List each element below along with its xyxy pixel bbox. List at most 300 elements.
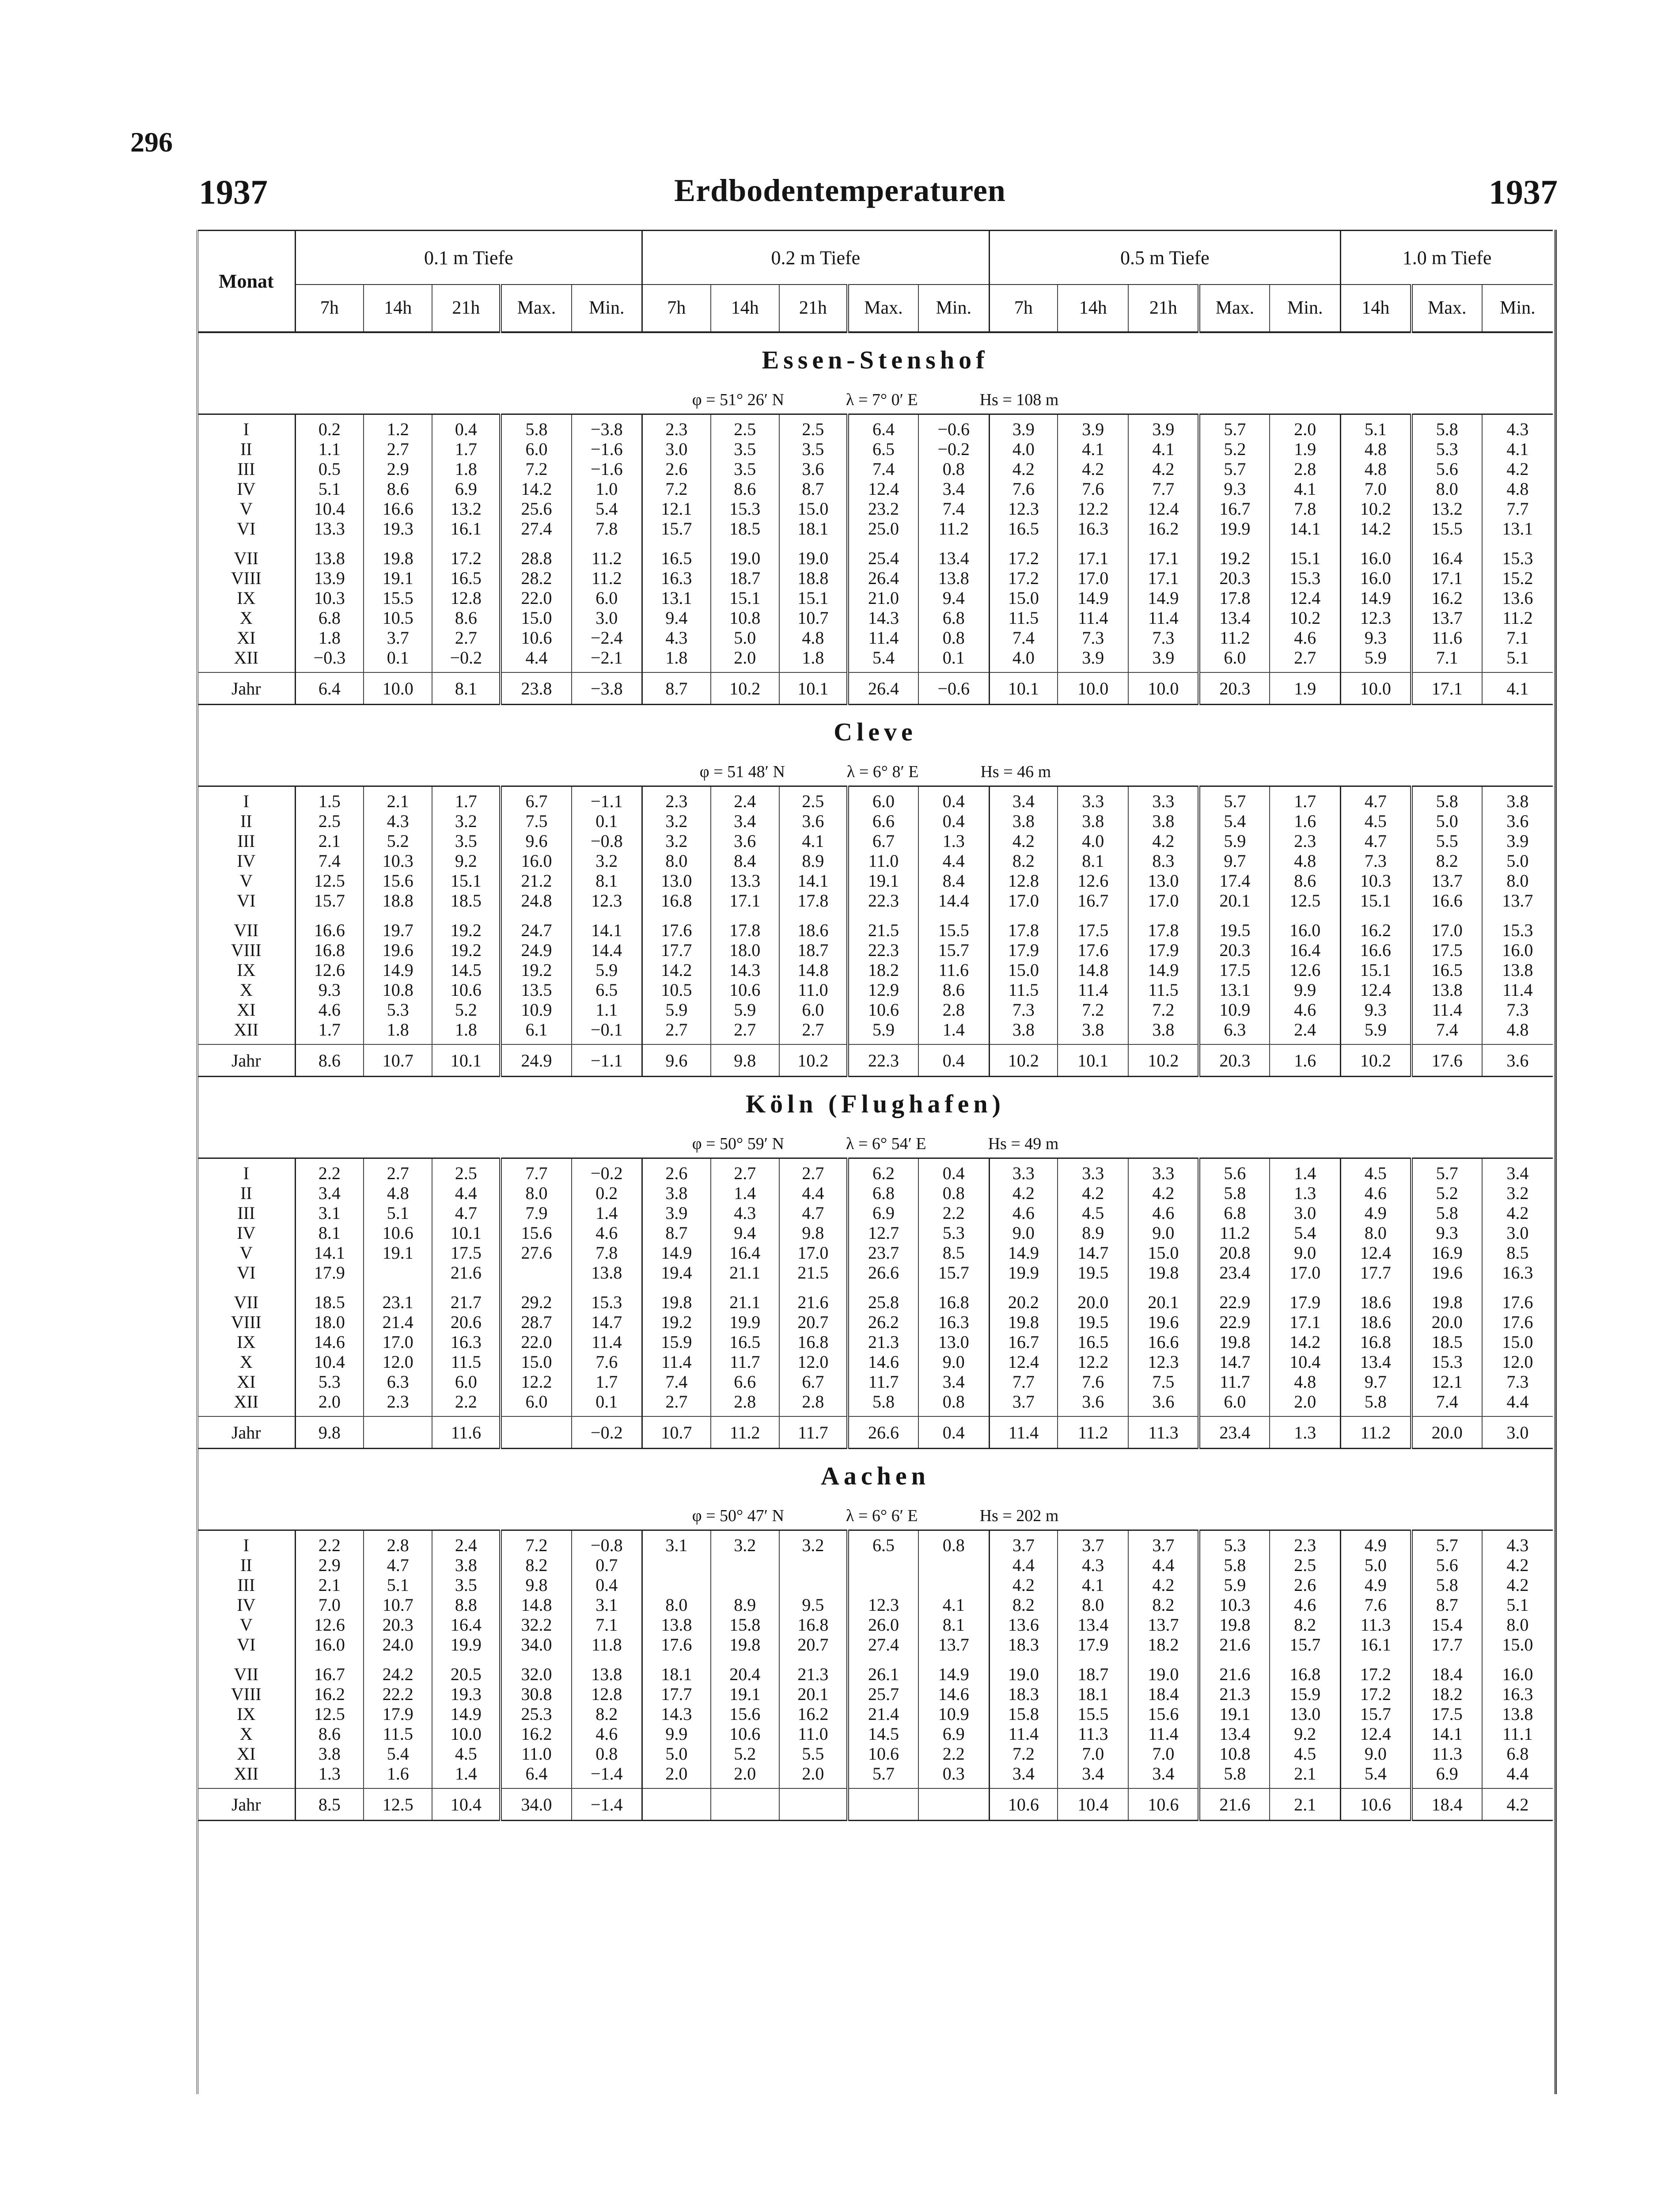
table-cell: 6.8 [848, 1183, 918, 1203]
table-cell: −2.4 [572, 628, 642, 648]
table-cell: 3.7 [1128, 1535, 1199, 1555]
table-cell: 2.7 [779, 1020, 848, 1040]
table-cell: 5.2 [711, 1744, 779, 1764]
table-cell: 8.2 [1270, 1615, 1340, 1635]
table-cell: 17.9 [1058, 1635, 1128, 1655]
table-cell: 10.3 [1341, 871, 1411, 891]
table-row [198, 940, 1553, 960]
table-cell: 6.8 [1482, 1744, 1553, 1764]
table-cell: 4.2 [989, 831, 1058, 851]
table-cell: 6.9 [918, 1724, 989, 1744]
table-cell: 9.9 [1270, 980, 1340, 1000]
table-cell: 19.8 [989, 1312, 1058, 1332]
table-cell: 2.2 [295, 1535, 364, 1555]
row-label: V [239, 499, 253, 519]
table-cell: 5.7 [848, 1764, 918, 1784]
table-cell: 10.4 [1058, 1788, 1128, 1821]
table-cell: 3.5 [779, 439, 848, 459]
table-cell: 1.8 [364, 1020, 432, 1040]
table-cell: 14.7 [1199, 1352, 1270, 1372]
table-cell: 12.4 [1341, 1724, 1411, 1744]
table-cell: 2.6 [642, 1163, 711, 1183]
table-cell: 2.3 [1270, 1535, 1340, 1555]
table-cell [711, 1575, 779, 1595]
table-cell: 17.4 [1199, 871, 1270, 891]
table-cell: 25.3 [501, 1704, 571, 1724]
table-cell: 18.5 [295, 1292, 364, 1312]
column-header: Max. [848, 285, 918, 332]
table-cell: 2.1 [1270, 1788, 1340, 1821]
table-cell: 3.8 [1058, 1020, 1128, 1040]
table-cell: 8.0 [642, 851, 711, 871]
table-cell: 12.5 [295, 1704, 364, 1724]
table-cell: 16.8 [295, 940, 364, 960]
table-cell: 4.9 [1341, 1203, 1411, 1223]
station-title: Aachen [821, 1461, 930, 1490]
table-cell: 14.1 [572, 920, 642, 940]
table-cell: 3.6 [779, 811, 848, 831]
table-cell: 10.0 [364, 672, 432, 705]
table-cell: 1.3 [918, 831, 989, 851]
table-cell: 15.5 [1411, 519, 1482, 539]
table-cell: 14.9 [364, 960, 432, 980]
table-cell: 11.4 [1411, 1000, 1482, 1020]
table-cell: 1.9 [1270, 672, 1340, 705]
table-cell: 17.8 [1128, 920, 1199, 940]
column-header: Min. [572, 285, 642, 332]
table-cell: 17.8 [711, 920, 779, 940]
table-cell: 16.2 [779, 1704, 848, 1724]
table-cell: 5.1 [364, 1203, 432, 1223]
table-row [198, 568, 1553, 588]
table-cell: 1.1 [295, 439, 364, 459]
table-cell: 4.6 [1270, 1595, 1340, 1615]
table-cell: 14.1 [295, 1243, 364, 1263]
table-cell: 18.3 [989, 1684, 1058, 1704]
row-label: III [237, 1203, 255, 1223]
table-cell: −0.2 [572, 1416, 642, 1449]
table-cell: 17.7 [1411, 1635, 1482, 1655]
table-cell: 5.2 [1411, 1183, 1482, 1203]
table-cell: 2.0 [642, 1764, 711, 1784]
table-cell: 7.3 [989, 1000, 1058, 1020]
table-cell: 19.9 [989, 1263, 1058, 1283]
row-label: XII [234, 1764, 259, 1784]
table-cell: 5.7 [1411, 1163, 1482, 1183]
table-cell: 3.8 [1128, 811, 1199, 831]
table-cell: 15.1 [1341, 960, 1411, 980]
table-cell: 5.6 [1411, 1555, 1482, 1575]
table-cell: 20.5 [432, 1664, 501, 1684]
table-cell: 11.4 [1058, 980, 1128, 1000]
table-cell: 16.0 [1341, 548, 1411, 568]
table-cell: 17.0 [364, 1332, 432, 1352]
table-cell: 11.4 [1128, 608, 1199, 628]
table-cell: 23.2 [848, 499, 918, 519]
table-cell: 3.0 [642, 439, 711, 459]
table-cell: 4.1 [1482, 672, 1553, 705]
table-row [198, 851, 1553, 871]
table-cell: 4.1 [918, 1595, 989, 1615]
row-label: IV [237, 479, 256, 499]
table-cell: 10.7 [364, 1595, 432, 1615]
table-cell: 20.3 [364, 1615, 432, 1635]
table-cell: 17.9 [1270, 1292, 1340, 1312]
table-cell: 2.4 [1270, 1020, 1340, 1040]
table-cell: 14.8 [779, 960, 848, 980]
table-cell: 19.8 [1128, 1263, 1199, 1283]
table-cell: 18.4 [1411, 1664, 1482, 1684]
table-cell: 6.4 [295, 672, 364, 705]
table-cell: 19.0 [1128, 1664, 1199, 1684]
table-cell: 9.4 [918, 588, 989, 608]
table-cell: 10.6 [848, 1744, 918, 1764]
table-cell: 17.6 [642, 920, 711, 940]
table-cell: −1.6 [572, 459, 642, 479]
table-cell: 12.5 [1270, 891, 1340, 911]
table-cell: 16.6 [295, 920, 364, 940]
table-cell: 10.6 [364, 1223, 432, 1243]
row-label: Jahr [198, 672, 295, 705]
table-cell: 3.3 [1128, 791, 1199, 811]
table-cell: 5.8 [501, 419, 571, 439]
group-header-0-2m: 0.2 m Tiefe [642, 231, 989, 285]
table-cell: 14.3 [848, 608, 918, 628]
table-cell: 5.8 [1199, 1183, 1270, 1203]
table-cell: 13.0 [1128, 871, 1199, 891]
table-cell: 7.3 [1128, 628, 1199, 648]
table-cell: 4.6 [572, 1724, 642, 1744]
table-cell: 12.5 [295, 871, 364, 891]
table-cell: 13.9 [295, 568, 364, 588]
table-cell: 18.4 [1128, 1684, 1199, 1704]
table-cell: 13.4 [1199, 1724, 1270, 1744]
table-cell: 0.8 [918, 1183, 989, 1203]
table-cell: 18.7 [711, 568, 779, 588]
table-cell: 1.7 [1270, 791, 1340, 811]
table-cell: 4.6 [989, 1203, 1058, 1223]
table-cell: 3.0 [1482, 1223, 1553, 1243]
table-cell: 20.2 [989, 1292, 1058, 1312]
table-cell: 8.9 [1058, 1223, 1128, 1243]
table-cell: 5.4 [1341, 1764, 1411, 1784]
table-cell: 0.4 [918, 1416, 989, 1449]
table-cell: 16.3 [642, 568, 711, 588]
table-cell: 4.8 [1341, 439, 1411, 459]
table-cell: 23.4 [1199, 1263, 1270, 1283]
table-cell: 1.6 [1270, 1044, 1340, 1077]
table-cell: 3.6 [779, 459, 848, 479]
row-label: X [239, 608, 253, 628]
table-cell: 4.2 [1128, 1183, 1199, 1203]
table-cell: 14.8 [501, 1595, 571, 1615]
table-cell: 6.0 [1199, 648, 1270, 668]
table-cell: 6.0 [572, 588, 642, 608]
table-cell: 19.5 [1199, 920, 1270, 940]
table-cell: 7.6 [989, 479, 1058, 499]
column-header: 14h [1341, 285, 1411, 332]
table-cell: 11.3 [1411, 1744, 1482, 1764]
table-cell: 6.0 [1199, 1392, 1270, 1412]
table-cell: 8.2 [989, 1595, 1058, 1615]
station-height: Hs = 202 m [979, 1506, 1059, 1525]
row-label: II [240, 1183, 252, 1203]
column-header: 14h [711, 285, 779, 332]
table-cell: 4.3 [642, 628, 711, 648]
table-cell: 14.9 [1128, 588, 1199, 608]
table-cell: 2.6 [1270, 1575, 1340, 1595]
table-cell: 2.5 [779, 791, 848, 811]
table-cell: 28.8 [501, 548, 571, 568]
table-cell: 20.1 [1199, 891, 1270, 911]
table-cell: 14.9 [432, 1704, 501, 1724]
row-label: VIII [231, 1684, 262, 1704]
table-cell: 19.3 [432, 1684, 501, 1704]
table-cell: 8.7 [642, 1223, 711, 1243]
table-row [198, 1555, 1553, 1575]
table-row [198, 628, 1553, 648]
table-cell: 20.0 [1411, 1416, 1482, 1449]
table-cell: 6.9 [848, 1203, 918, 1223]
table-row [198, 960, 1553, 980]
table-cell: 1.8 [642, 648, 711, 668]
table-cell: 16.6 [364, 499, 432, 519]
table-cell: 8.6 [295, 1044, 364, 1077]
table-cell: 4.8 [1482, 479, 1553, 499]
table-cell: 19.0 [989, 1664, 1058, 1684]
table-cell: 26.0 [848, 1615, 918, 1635]
table-cell: 8.9 [779, 851, 848, 871]
table-cell: 21.3 [1199, 1684, 1270, 1704]
table-cell: 6.0 [848, 791, 918, 811]
table-cell: 18.6 [1341, 1312, 1411, 1332]
table-cell: 4.7 [1341, 791, 1411, 811]
table-cell: −0.3 [295, 648, 364, 668]
table-cell: 16.1 [1341, 1635, 1411, 1655]
table-cell: 13.8 [642, 1615, 711, 1635]
table-cell: 11.4 [989, 1724, 1058, 1744]
table-cell: 13.7 [1482, 891, 1553, 911]
year-row [198, 1788, 1553, 1821]
table-cell: 15.6 [711, 1704, 779, 1724]
table-cell: 19.8 [1199, 1332, 1270, 1352]
table-cell: 9.2 [432, 851, 501, 871]
table-cell: 4.2 [1128, 459, 1199, 479]
row-label: XII [234, 1392, 259, 1412]
table-cell: 15.3 [1482, 920, 1553, 940]
table-cell: 2.1 [295, 831, 364, 851]
table-cell: 5.8 [848, 1392, 918, 1412]
table-cell: 14.2 [501, 479, 571, 499]
table-cell: 10.4 [295, 499, 364, 519]
table-cell: 5.9 [711, 1000, 779, 1020]
page-number: 296 [130, 126, 173, 158]
table-cell: 4.8 [1270, 851, 1340, 871]
table-cell: 8.7 [779, 479, 848, 499]
table-cell: 3.3 [1128, 1163, 1199, 1183]
table-cell: 12.9 [848, 980, 918, 1000]
table-cell: 11.4 [989, 1416, 1058, 1449]
table-cell: 16.6 [1128, 1332, 1199, 1352]
table-cell: 15.0 [1128, 1243, 1199, 1263]
table-cell: 0.4 [918, 811, 989, 831]
table-row [198, 1203, 1553, 1223]
table-cell: 9.0 [989, 1223, 1058, 1243]
group-header-0-5m: 0.5 m Tiefe [989, 231, 1340, 285]
row-label: VI [237, 891, 256, 911]
row-label: X [239, 1724, 253, 1744]
table-cell: 24.7 [501, 920, 571, 940]
table-cell: 8.5 [295, 1788, 364, 1821]
table-cell: 12.6 [1058, 871, 1128, 891]
table-cell: 27.4 [848, 1635, 918, 1655]
table-cell: 0.2 [295, 419, 364, 439]
table-cell: 14.6 [848, 1352, 918, 1372]
table-cell: 15.7 [1341, 1704, 1411, 1724]
column-header: 21h [1128, 285, 1199, 332]
table-cell: 8.0 [501, 1183, 571, 1203]
table-cell: 3.0 [1482, 1416, 1553, 1449]
table-cell: 8.8 [432, 1595, 501, 1615]
table-cell: 4.2 [1482, 1575, 1553, 1595]
table-cell: 10.8 [711, 608, 779, 628]
table-cell: 5.8 [1199, 1764, 1270, 1784]
table-cell: 5.9 [1341, 1020, 1411, 1040]
table-cell: 5.2 [432, 1000, 501, 1020]
table-cell: 7.8 [572, 1243, 642, 1263]
table-cell: 2.7 [642, 1020, 711, 1040]
table-cell: 19.2 [642, 1312, 711, 1332]
table-cell: 25.7 [848, 1684, 918, 1704]
table-cell [501, 1416, 571, 1449]
table-cell: −2.1 [572, 648, 642, 668]
table-cell: 15.0 [989, 960, 1058, 980]
table-cell: 9.3 [295, 980, 364, 1000]
column-header: Max. [501, 285, 571, 332]
table-cell: 1.0 [572, 479, 642, 499]
table-cell: 11.6 [1411, 628, 1482, 648]
table-cell: 4.2 [989, 1183, 1058, 1203]
table-cell: 0.3 [918, 1764, 989, 1784]
table-cell: 3.9 [1128, 648, 1199, 668]
table-cell: 2.3 [642, 791, 711, 811]
table-cell: 30.8 [501, 1684, 571, 1704]
table-cell [918, 1555, 989, 1575]
table-cell: 12.4 [1341, 1243, 1411, 1263]
table-cell: 16.7 [1058, 891, 1128, 911]
table-cell: 15.7 [295, 891, 364, 911]
table-cell: 18.0 [295, 1312, 364, 1332]
table-cell: 4.2 [1482, 1555, 1553, 1575]
table-cell: 14.3 [642, 1704, 711, 1724]
table-cell: 7.4 [642, 1372, 711, 1392]
table-cell: 8.6 [432, 608, 501, 628]
table-cell: 1.8 [432, 1020, 501, 1040]
table-cell: 5.7 [1411, 1535, 1482, 1555]
table-cell: 3.7 [1058, 1535, 1128, 1555]
table-cell: 7.5 [1128, 1372, 1199, 1392]
table-row [198, 1372, 1553, 1392]
table-cell: 3.4 [1058, 1764, 1128, 1784]
table-cell: 10.1 [432, 1223, 501, 1243]
table-cell: 5.0 [1411, 811, 1482, 831]
table-cell: 3.0 [572, 608, 642, 628]
table-cell: 7.4 [295, 851, 364, 871]
table-cell: 19.2 [432, 940, 501, 960]
table-cell: 12.6 [1270, 960, 1340, 980]
row-label: IV [237, 1595, 256, 1615]
table-cell: 4.4 [432, 1183, 501, 1203]
table-cell: 12.3 [1128, 1352, 1199, 1372]
table-cell: 7.8 [1270, 499, 1340, 519]
table-cell: 15.8 [989, 1704, 1058, 1724]
table-cell: 19.8 [1411, 1292, 1482, 1312]
table-cell: 13.8 [1482, 1704, 1553, 1724]
table-cell: 17.1 [1128, 548, 1199, 568]
table-cell: 13.5 [501, 980, 571, 1000]
table-cell: 6.5 [848, 439, 918, 459]
table-cell: 13.2 [1411, 499, 1482, 519]
table-cell: 17.5 [1411, 940, 1482, 960]
table-cell: 8.7 [1411, 1595, 1482, 1615]
table-cell: 3.2 [642, 831, 711, 851]
table-cell: 6.9 [432, 479, 501, 499]
table-cell: 16.9 [1411, 1243, 1482, 1263]
table-cell: 17.9 [295, 1263, 364, 1283]
table-row [198, 648, 1553, 668]
table-cell: 9.9 [642, 1724, 711, 1744]
table-cell: 8.2 [1128, 1595, 1199, 1615]
table-cell: 8.3 [1128, 851, 1199, 871]
table-cell: 3.0 [1270, 1203, 1340, 1223]
table-cell: 7.7 [1482, 499, 1553, 519]
table-cell: 4.8 [1341, 459, 1411, 479]
table-cell: 15.6 [364, 871, 432, 891]
table-cell: 5.5 [779, 1744, 848, 1764]
table-cell: 7.2 [501, 1535, 571, 1555]
table-cell: 0.8 [918, 1392, 989, 1412]
table-cell: 11.5 [432, 1352, 501, 1372]
table-cell: 8.1 [432, 672, 501, 705]
table-row [198, 1352, 1553, 1372]
table-cell: 25.4 [848, 548, 918, 568]
table-row [198, 1535, 1553, 1555]
row-label: II [240, 1555, 252, 1575]
table-cell: 12.4 [848, 479, 918, 499]
table-cell: 4.3 [711, 1203, 779, 1223]
table-cell: −0.8 [572, 831, 642, 851]
table-cell: 17.2 [989, 568, 1058, 588]
table-cell: 21.3 [848, 1332, 918, 1352]
table-cell: 11.2 [1482, 608, 1553, 628]
table-cell: 15.4 [1411, 1615, 1482, 1635]
table-row [198, 439, 1553, 459]
table-row [198, 1615, 1553, 1635]
table-cell: 25.8 [848, 1292, 918, 1312]
table-cell: 11.6 [432, 1416, 501, 1449]
table-cell: 12.6 [295, 1615, 364, 1635]
table-cell [848, 1788, 918, 1821]
table-cell: 17.2 [432, 548, 501, 568]
table-cell: 20.3 [1199, 568, 1270, 588]
table-cell [642, 1555, 711, 1575]
table-cell: 10.7 [364, 1044, 432, 1077]
table-cell: 18.8 [364, 891, 432, 911]
table-cell: 9.4 [642, 608, 711, 628]
table-cell: 4.6 [572, 1223, 642, 1243]
table-cell: 16.3 [1482, 1263, 1553, 1283]
table-cell: 13.0 [918, 1332, 989, 1352]
